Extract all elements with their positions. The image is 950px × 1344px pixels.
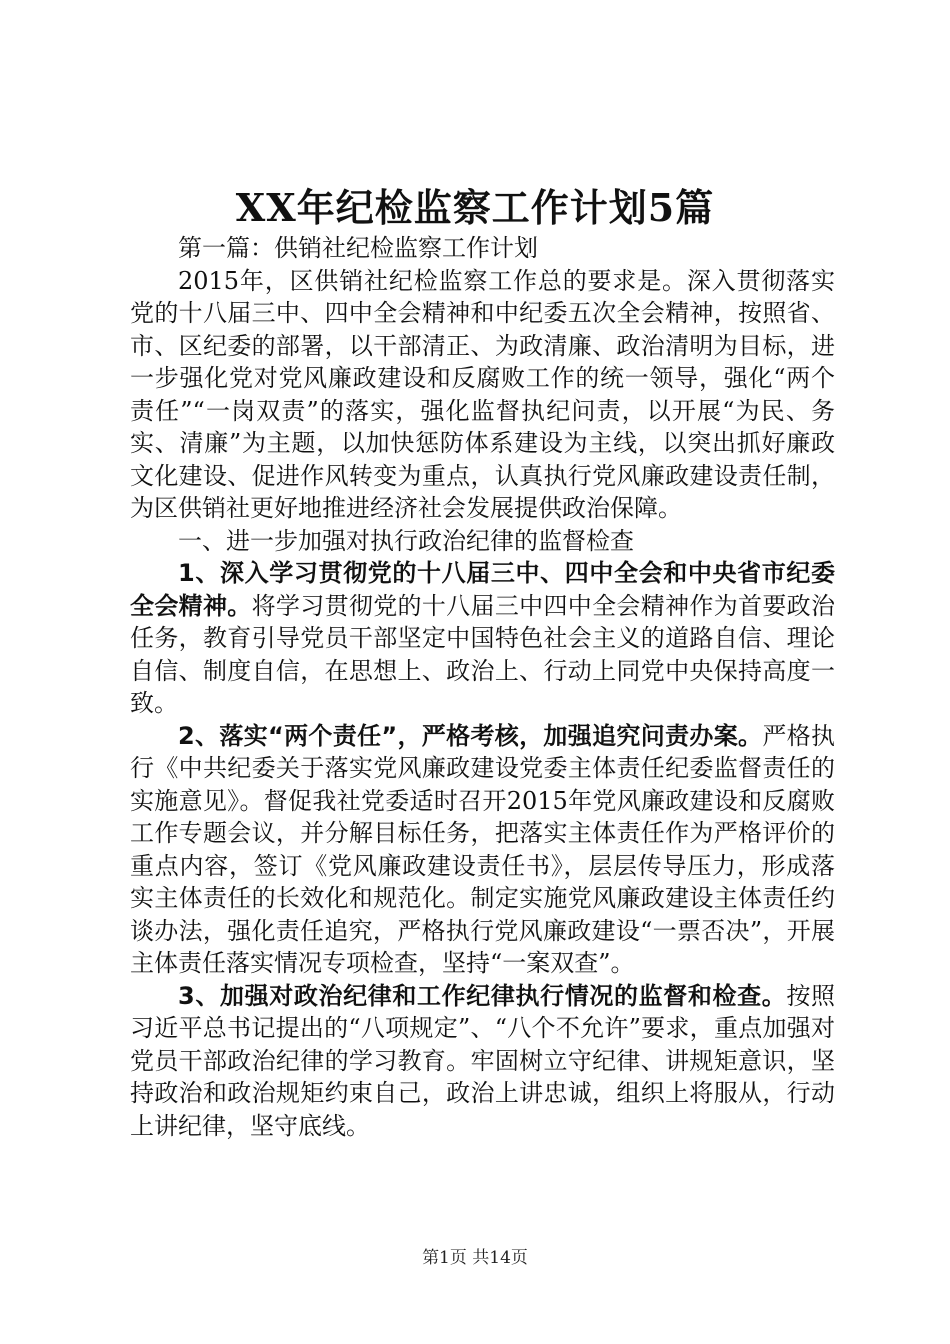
item-heading: 2、落实“两个责任”，严格考核，加强追究问责办案。 <box>178 721 763 750</box>
section-heading-text: 一、进一步加强对执行政治纪律的监督检查 <box>178 526 634 555</box>
item-heading: 3、加强对政治纪律和工作纪律执行情况的监督和检查。 <box>178 981 787 1010</box>
item-text: 严格执行《中共纪委关于落实党风廉政建设党委主体责任纪委监督责任的实施意见》。督促我社党委适时召开2015年党风廉政建设和反腐败工作专题会议，并分解目标任务，把落实主体责任作为严格评价的重点内容，签订《党风廉政建设责任书》，层层传导压力，形成落实主体责任的长效化和规范化。制定实施党风廉政建设主体责任约谈办法，强化责任追究，严格执行党风廉政建设“一票否决”，开展主体责任落实情况专项检查，坚持“一案双查”。 <box>130 721 836 977</box>
list-item <box>130 980 835 1143</box>
list-item <box>130 557 835 720</box>
intro-paragraph: 2015年，区供销社纪检监察工作总的要求是。深入贯彻落实党的十八届三中、四中全会精神和中纪委五次全会精神，按照省、市、区纪委的部署，以干部清正、为政清廉、政治清明为目标，进一步强化党对党风廉政建设和反腐败工作的统一领导，强化“两个责任”“一岗双责”的落实，强化监督执纪问责，以开展“为民、务实、清廉”为主题，以加快惩防体系建设为主线，以突出抓好廉政文化建设、促进作风转变为重点，认真执行党风廉政建设责任制，为区供销社更好地推进经济社会发展提供政治保障。 <box>130 266 835 522</box>
document-title: XX年纪检监察工作计划5篇 <box>235 185 715 230</box>
section-heading <box>130 525 835 558</box>
item-heading: 1、深入学习贯彻党的十八届三中、四中全会和中央省市纪委全会精神。 <box>130 559 835 620</box>
page-footer: 第1页 共14页 <box>422 1248 528 1268</box>
chapter-subtitle: 第一篇：供销社纪检监察工作计划 <box>178 234 538 262</box>
document-body <box>130 232 835 1142</box>
list-item <box>130 720 835 980</box>
item-text: 按照习近平总书记提出的“八项规定”、“八个不允许”要求，重点加强对党员干部政治纪律的学习教育。牢固树立守纪律、讲规矩意识，坚持政治和政治规矩约束自己，政治上讲忠诚，组织上将服从，行动上讲纪律，坚守底线。 <box>130 981 836 1140</box>
item-text: 将学习贯彻党的十八届三中四中全会精神作为首要政治任务，教育引导党员干部坚定中国特色社会主义的道路自信、理论自信、制度自信，在思想上、政治上、行动上同党中央保持高度一致。 <box>130 591 836 717</box>
